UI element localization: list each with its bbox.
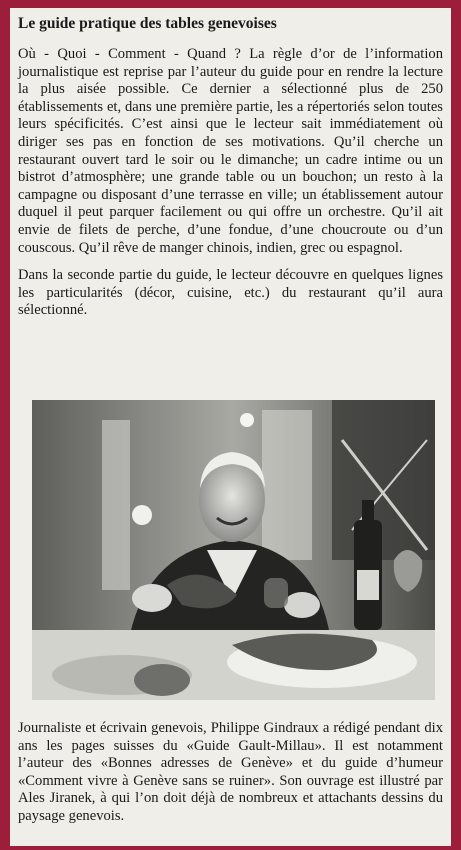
author-photo [32,400,435,700]
second-paragraph: Dans la seconde partie du guide, le lecteur découvre en quelques lignes les particularités (décor, cuisine, etc.) du restaurant qu’il aura sélectionné. [18,267,443,319]
author-bio: Journaliste et écrivain genevois, Philippe Gindraux a rédigé pendant dix ans les pages suisses du «Guide Gault-Millau». Il est notamment l’auteur des «Bonnes adresses de Genève» et du guide d’humeur «Comment vivre à Genève sans se ruiner». Son ouvrage est illustré par Ales Jiranek, à qui l’on doit déjà de nombreux et attachants dessins du paysage genevois. [18,720,443,824]
intro-paragraph: Où - Quoi - Comment - Quand ? La règle d’or de l’information journalistique est reprise par l’auteur du guide pour en rendre la lecture la plus aisée possible. Ce dernier a sélectionné plus de 250 établissements et, dans une première partie, les a répertoriés selon toutes leurs spécificités. C’est ainsi que le lecteur sait immédiatement où diriger ses pas en fonction de ses motivations. Qu’il cherche un restaurant ouvert tard le soir ou le dimanche; un cadre intime ou un bistrot d’atmosphère; une grande table ou un bouchon; un resto à la campagne ou disposant d’une terrasse en ville; un établissement autour duquel il peut parquer facilement ou qui offre un orchestre. Qu’il ait envie de filets de perche, d’une fondue, d’une choucroute ou d’un couscous. Qu’il rêve de manger chinois, indien, grec ou espagnol. [18,46,443,256]
photo-portrait-illustration [32,400,435,700]
page-title: Le guide pratique des tables genevoises [18,15,277,32]
back-cover [10,8,451,846]
